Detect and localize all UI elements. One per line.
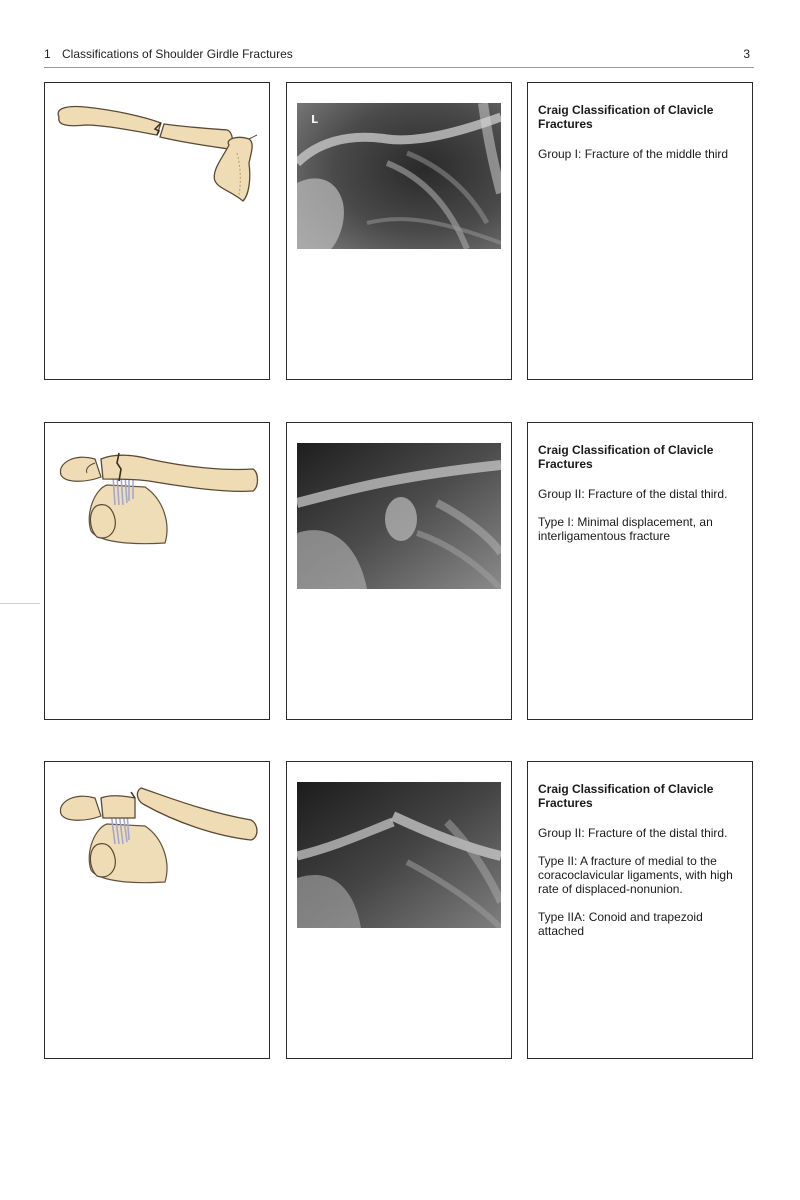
xray-panel-group-2-type-2: [286, 761, 512, 1059]
xray-shoulder-image: [297, 103, 501, 249]
xray-side-marker: L: [311, 113, 319, 126]
clavicle-distal-type2-illustration: [45, 762, 269, 912]
chapter-title: Classifications of Shoulder Girdle Fractures: [62, 47, 293, 61]
clavicle-distal-type1-illustration: [45, 423, 269, 573]
classification-paragraph: Group II: Fracture of the distal third.: [538, 487, 728, 501]
classification-paragraph: Type II: A fracture of medial to the coracoclavicular ligaments, with high rate of displaced-nonunion.: [538, 854, 733, 896]
xray-panel-group-1: [286, 82, 512, 380]
illustration-panel-group-1: [44, 82, 270, 380]
classification-title: Craig Classification of Clavicle Fractures: [538, 443, 714, 471]
chapter-number: 1: [44, 47, 51, 61]
crop-mark: [0, 603, 40, 604]
text-panel-group-2-type-1: [527, 422, 753, 720]
classification-paragraph: Group II: Fracture of the distal third.: [538, 826, 728, 840]
page-number: 3: [743, 47, 750, 61]
text-panel-group-1: [527, 82, 753, 380]
header-rule: [44, 67, 754, 68]
classification-paragraph: Type I: Minimal displacement, an interligamentous fracture: [538, 515, 713, 543]
xray-shoulder-image: [297, 443, 501, 589]
classification-paragraph: Group I: Fracture of the middle third: [538, 147, 729, 161]
xray-panel-group-2-type-1: [286, 422, 512, 720]
classification-paragraph: Type IIA: Conoid and trapezoid attached: [538, 910, 703, 938]
text-panel-group-2-type-2: [527, 761, 753, 1059]
page-header: [44, 47, 754, 63]
xray-shoulder-image: [297, 782, 501, 928]
clavicle-midshaft-fracture-illustration: [45, 83, 269, 233]
running-head: [44, 47, 293, 61]
classification-title: Craig Classification of Clavicle Fractures: [538, 782, 714, 810]
illustration-panel-group-2-type-1: [44, 422, 270, 720]
illustration-panel-group-2-type-2: [44, 761, 270, 1059]
classification-title: Craig Classification of Clavicle Fractures: [538, 103, 714, 131]
